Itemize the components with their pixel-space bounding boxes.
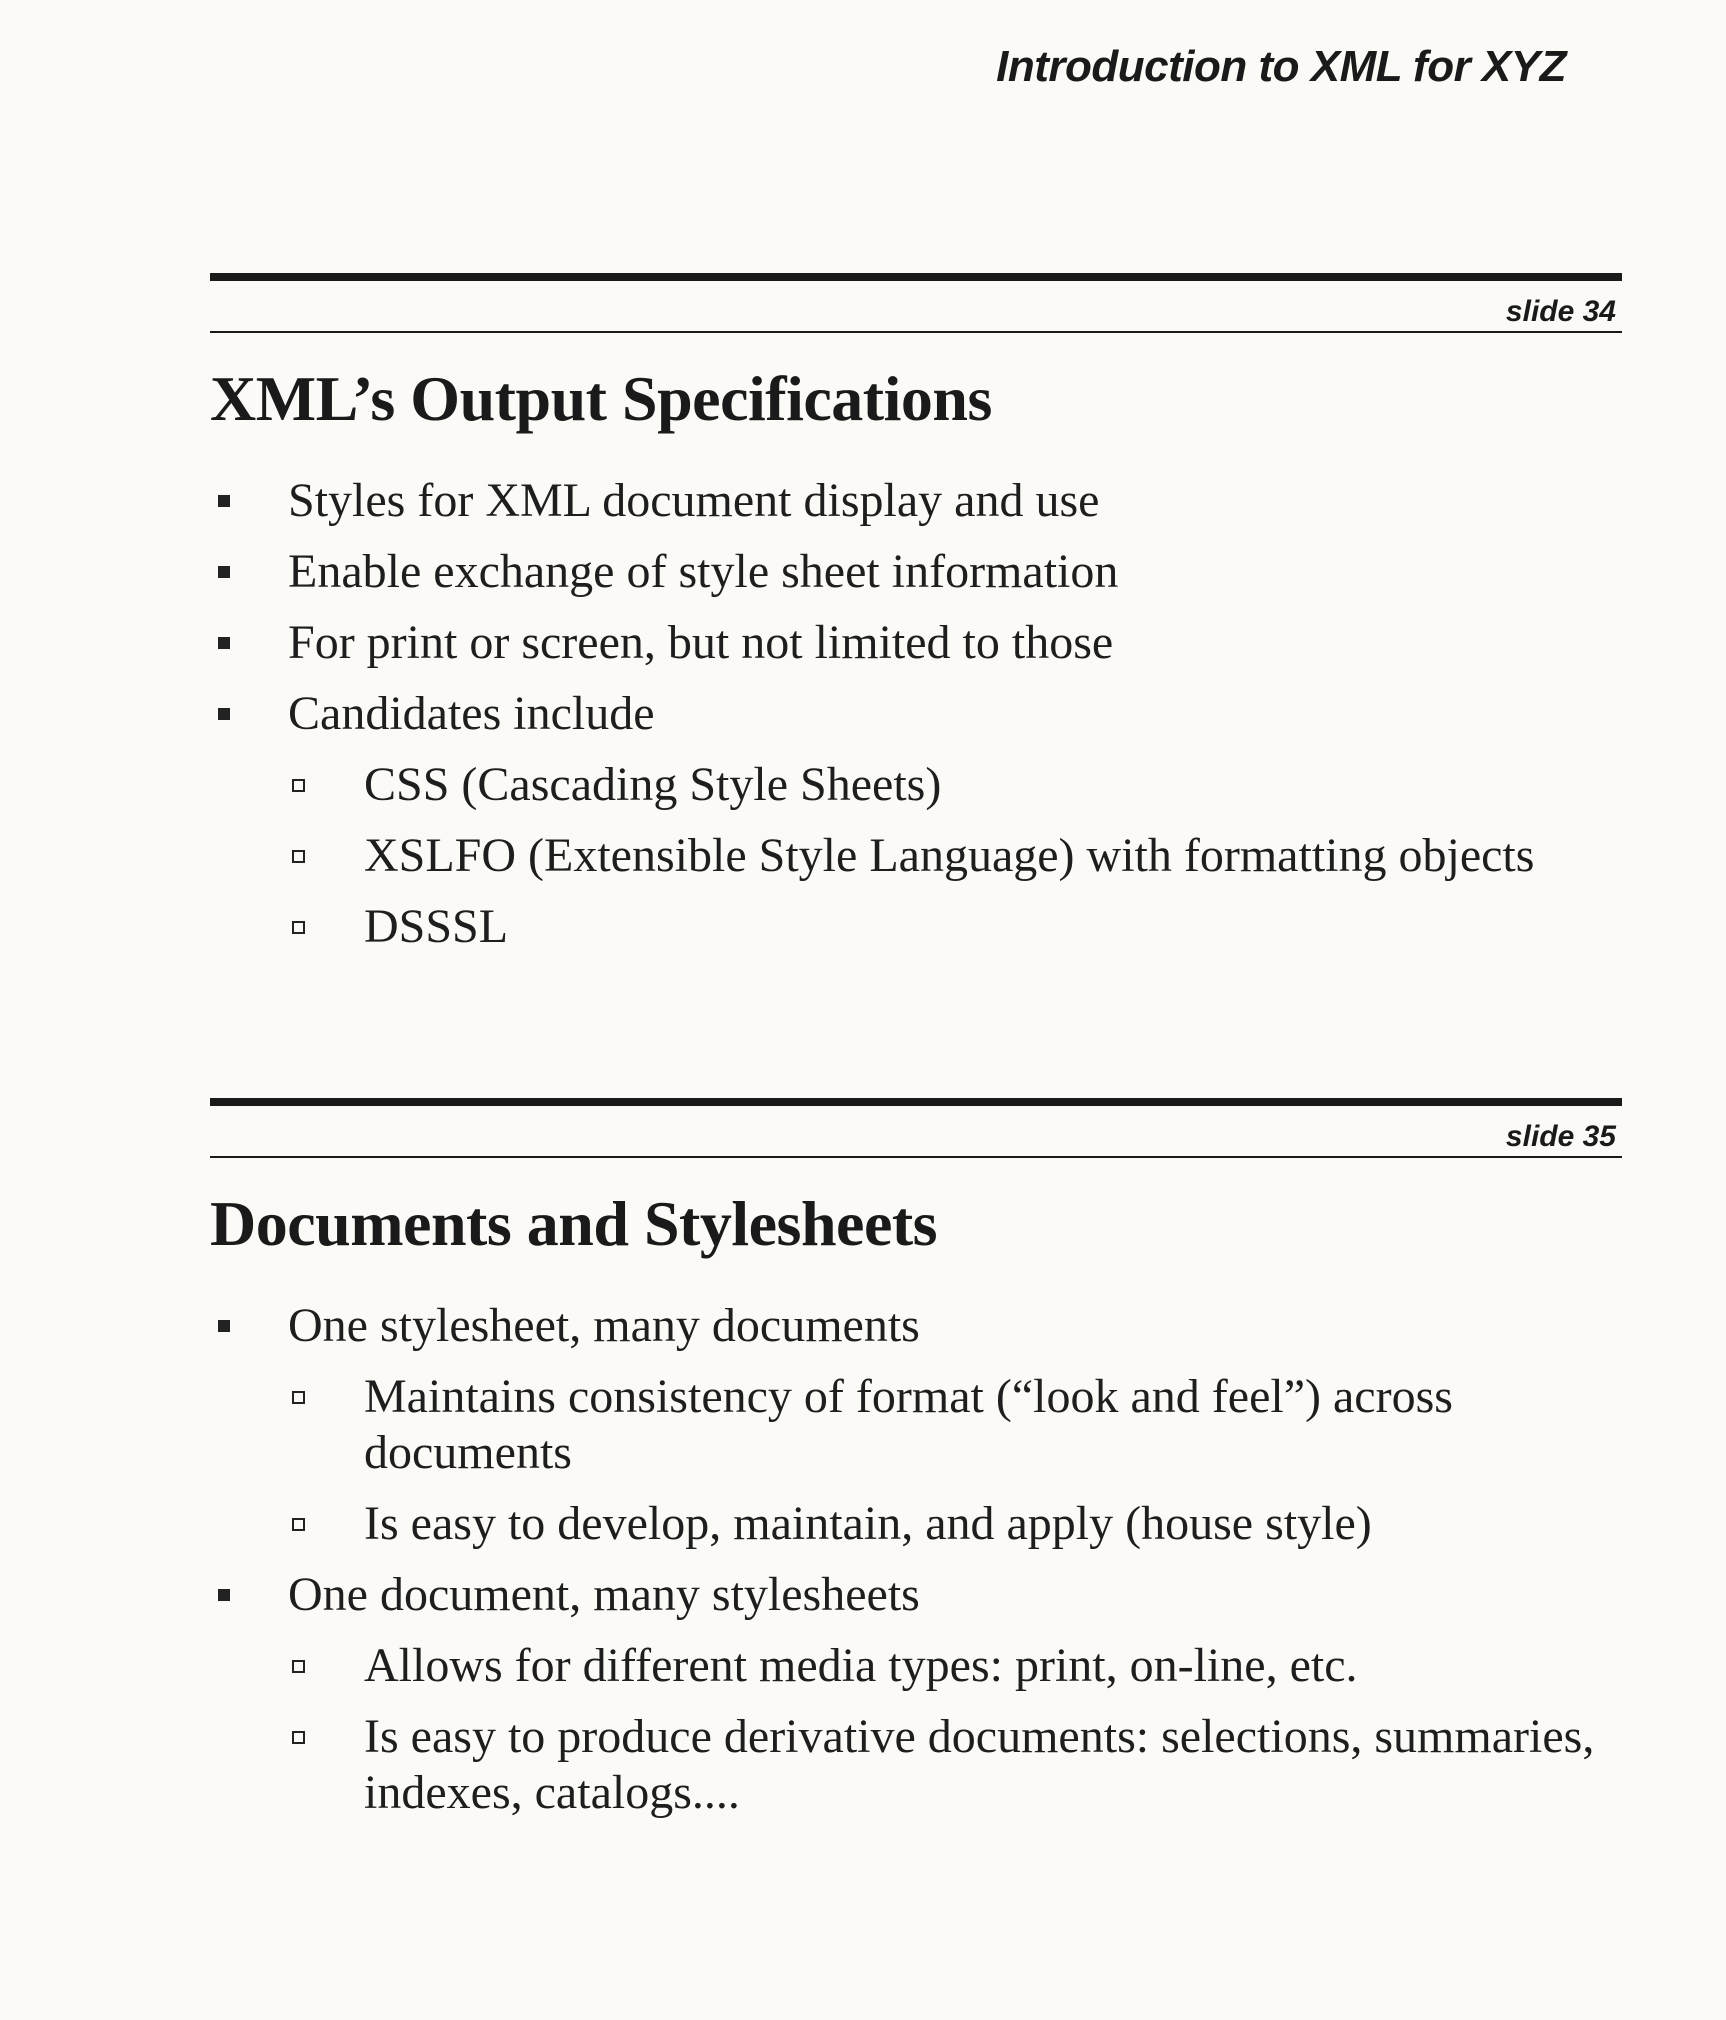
hollow-square-bullet-icon bbox=[292, 1369, 305, 1425]
bullet-text: Is easy to develop, maintain, and apply (house style) bbox=[364, 1497, 1372, 1550]
hollow-square-bullet-icon bbox=[292, 899, 305, 955]
bullet-text: XSLFO (Extensible Style Language) with formatting objects bbox=[364, 829, 1535, 882]
hollow-square-bullet-icon bbox=[292, 828, 305, 884]
filled-square-bullet-icon bbox=[218, 1567, 230, 1623]
filled-square-bullet-icon bbox=[218, 544, 230, 600]
filled-square-bullet-icon bbox=[218, 473, 230, 529]
slide-title: XML’s Output Specifications bbox=[210, 363, 992, 434]
hollow-square-bullet-icon bbox=[292, 1709, 305, 1765]
thick-divider bbox=[210, 1098, 1622, 1106]
bullet-item bbox=[210, 1298, 1622, 1354]
hollow-square-bullet-icon bbox=[292, 1496, 305, 1552]
bullet-text: Allows for different media types: print, on-line, etc. bbox=[364, 1639, 1358, 1692]
bullet-text: CSS (Cascading Style Sheets) bbox=[364, 758, 942, 811]
sub-bullet-item bbox=[210, 1496, 1622, 1552]
bullet-text: Candidates include bbox=[288, 687, 655, 740]
bullet-item bbox=[210, 1567, 1622, 1623]
bullet-item bbox=[210, 544, 1622, 600]
bullet-item bbox=[210, 473, 1622, 529]
sub-bullet-item bbox=[210, 828, 1622, 884]
filled-square-bullet-icon bbox=[218, 686, 230, 742]
slide-title: Documents and Stylesheets bbox=[210, 1188, 938, 1259]
page-header: Introduction to XML for XYZ bbox=[996, 42, 1566, 91]
slide-34 bbox=[210, 273, 1622, 970]
filled-square-bullet-icon bbox=[218, 1298, 230, 1354]
filled-square-bullet-icon bbox=[218, 615, 230, 671]
bullet-text: DSSSL bbox=[364, 900, 509, 953]
bullet-text: One stylesheet, many documents bbox=[288, 1299, 920, 1352]
bullet-text: Enable exchange of style sheet information bbox=[288, 545, 1119, 598]
bullet-text: Styles for XML document display and use bbox=[288, 474, 1100, 527]
hollow-square-bullet-icon bbox=[292, 757, 305, 813]
hollow-square-bullet-icon bbox=[292, 1638, 305, 1694]
bullet-item bbox=[210, 615, 1622, 671]
sub-bullet-item bbox=[210, 1638, 1622, 1694]
thin-divider bbox=[210, 331, 1622, 333]
bullet-text: Maintains consistency of format (“look and feel”) across documents bbox=[364, 1370, 1453, 1479]
bullet-list bbox=[210, 473, 1622, 955]
bullet-list bbox=[210, 1298, 1622, 1821]
sub-bullet-item bbox=[210, 899, 1622, 955]
sub-bullet-item bbox=[210, 757, 1622, 813]
bullet-item bbox=[210, 686, 1622, 742]
thin-divider bbox=[210, 1156, 1622, 1158]
slide-35 bbox=[210, 1098, 1622, 1836]
bullet-text: For print or screen, but not limited to those bbox=[288, 616, 1114, 669]
bullet-text: Is easy to produce derivative documents: selections, summaries, indexes, catalogs.... bbox=[364, 1710, 1595, 1819]
slide-number: slide 34 bbox=[1505, 295, 1616, 328]
thick-divider bbox=[210, 273, 1622, 281]
sub-bullet-item bbox=[210, 1709, 1622, 1821]
sub-bullet-item bbox=[210, 1369, 1622, 1481]
bullet-text: One document, many stylesheets bbox=[288, 1568, 920, 1621]
slide-number: slide 35 bbox=[1505, 1120, 1616, 1153]
